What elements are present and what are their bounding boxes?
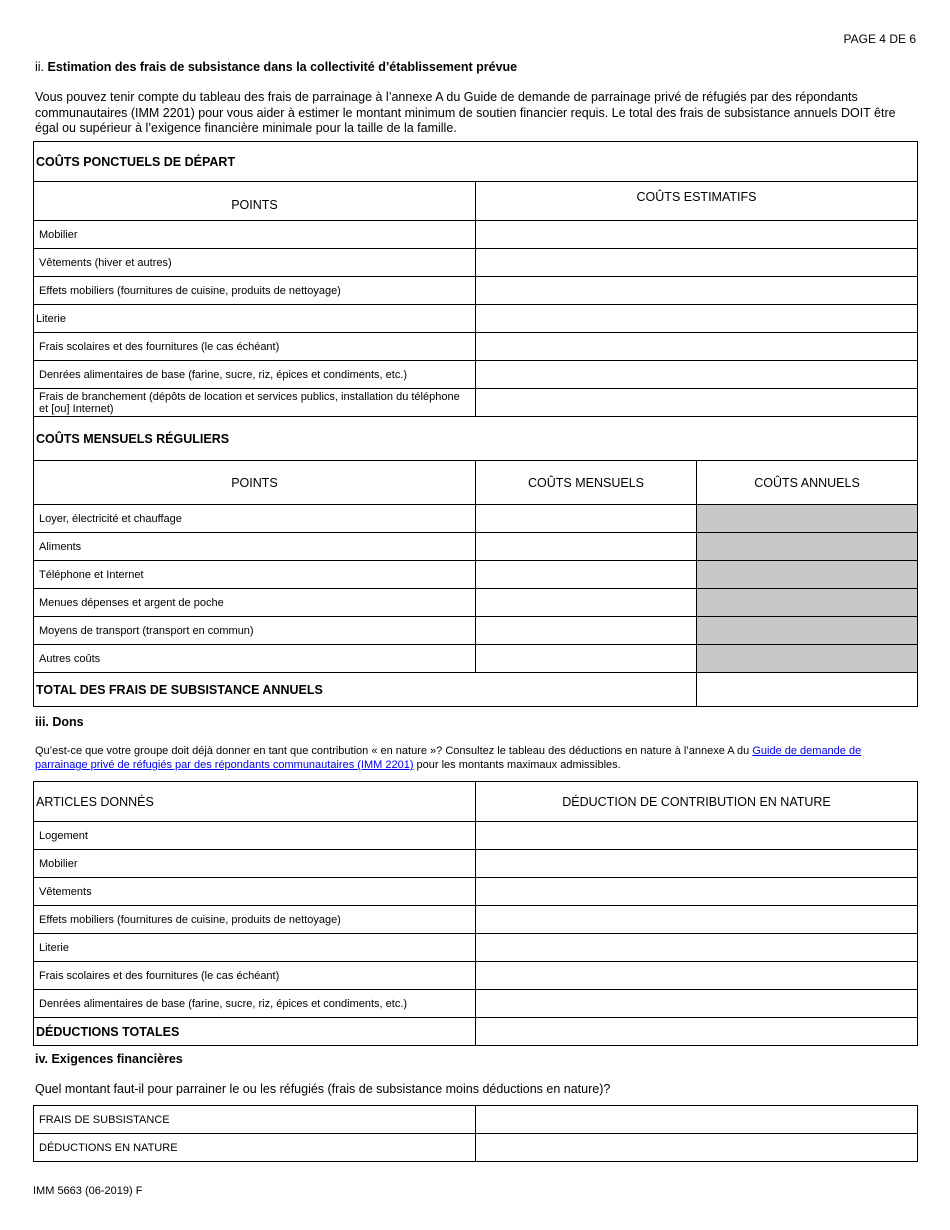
startup-cost-input[interactable]	[476, 221, 918, 249]
monthly-col-annual: COÛTS ANNUELS	[697, 461, 918, 505]
monthly-row-label: Téléphone et Internet	[34, 561, 476, 589]
startup-col-costs: COÛTS ESTIMATIFS	[476, 182, 918, 221]
annual-total-label: TOTAL DES FRAIS DE SUBSISTANCE ANNUELS	[34, 673, 697, 707]
monthly-cost-input[interactable]	[476, 505, 697, 533]
in-kind-deductions-input[interactable]	[476, 1134, 918, 1162]
donation-row-label: Logement	[34, 822, 476, 850]
monthly-col-items: POINTS	[34, 461, 476, 505]
donation-row-label: Mobilier	[34, 850, 476, 878]
startup-cost-input[interactable]	[476, 249, 918, 277]
startup-row-label: Denrées alimentaires de base (farine, sucre, riz, épices et condiments, etc.)	[34, 361, 476, 389]
section-iii-title: iii. Dons	[35, 715, 84, 729]
startup-cost-input[interactable]	[476, 277, 918, 305]
monthly-cost-input[interactable]	[476, 645, 697, 673]
monthly-heading: COÛTS MENSUELS RÉGULIERS	[34, 417, 918, 461]
monthly-row-label: Menues dépenses et argent de poche	[34, 589, 476, 617]
imm-2201-guide-link[interactable]: Guide de demande de parrainage privé de réfugiés par des répondants communautaires (IMM 2201)	[35, 745, 862, 771]
annual-cost-disabled	[697, 533, 918, 561]
living-costs-input[interactable]	[476, 1106, 918, 1134]
monthly-row-label: Moyens de transport (transport en commun)	[34, 617, 476, 645]
deductions-total-label: DÉDUCTIONS TOTALES	[34, 1018, 476, 1046]
section-ii-intro: Vous pouvez tenir compte du tableau des frais de parrainage à l’annexe A du Guide de demande de parrainage privé de réfugiés par des répondants communautaires (IMM 2201) pour vous aider à estimer le montant minimum de soutien financier requis. Le total des frais de subsistance annuels DOIT être égal ou supérieur à l’exigence financière minimale pour la taille de la famille.	[35, 90, 896, 135]
donation-row-label: Vêtements	[34, 878, 476, 906]
startup-cost-input[interactable]	[476, 305, 918, 333]
section-ii-title	[35, 60, 517, 74]
monthly-cost-input[interactable]	[476, 617, 697, 645]
monthly-cost-input[interactable]	[476, 561, 697, 589]
form-footer-code: IMM 5663 (06-2019) F	[33, 1185, 143, 1197]
donation-deduction-input[interactable]	[476, 962, 918, 990]
startup-row-label: Mobilier	[34, 221, 476, 249]
in-kind-deductions-label: DÉDUCTIONS EN NATURE	[34, 1134, 476, 1162]
annual-cost-disabled	[697, 561, 918, 589]
donation-deduction-input[interactable]	[476, 934, 918, 962]
section-iv-title: iv. Exigences financières	[35, 1052, 183, 1066]
startup-heading: COÛTS PONCTUELS DE DÉPART	[34, 142, 918, 182]
deductions-total-input[interactable]	[476, 1018, 918, 1046]
annual-cost-disabled	[697, 505, 918, 533]
annual-cost-disabled	[697, 589, 918, 617]
donation-deduction-input[interactable]	[476, 906, 918, 934]
annual-cost-disabled	[697, 645, 918, 673]
financial-requirements-table	[33, 1105, 918, 1162]
startup-cost-input[interactable]	[476, 333, 918, 361]
donations-col-items: ARTICLES DONNÉS	[34, 782, 476, 822]
donation-row-label: Frais scolaires et des fournitures (le cas échéant)	[34, 962, 476, 990]
donation-row-label: Denrées alimentaires de base (farine, sucre, riz, épices et condiments, etc.)	[34, 990, 476, 1018]
donation-deduction-input[interactable]	[476, 822, 918, 850]
donations-table	[33, 781, 918, 1046]
startup-row-label: Frais scolaires et des fournitures (le cas échéant)	[34, 333, 476, 361]
monthly-row-label: Aliments	[34, 533, 476, 561]
startup-row-label: Effets mobiliers (fournitures de cuisine, produits de nettoyage)	[34, 277, 476, 305]
donation-row-label: Literie	[34, 934, 476, 962]
annual-total-input[interactable]	[697, 673, 918, 707]
section-ii-number: ii.	[35, 60, 45, 74]
section-ii-heading: Estimation des frais de subsistance dans la collectivité d’établissement prévue	[47, 60, 518, 74]
donation-deduction-input[interactable]	[476, 850, 918, 878]
monthly-cost-input[interactable]	[476, 589, 697, 617]
monthly-row-label: Loyer, électricité et chauffage	[34, 505, 476, 533]
startup-cost-input[interactable]	[476, 389, 918, 417]
section-iv-question: Quel montant faut-il pour parrainer le ou les réfugiés (frais de subsistance moins déductions en nature)?	[35, 1082, 611, 1096]
monthly-col-monthly: COÛTS MENSUELS	[476, 461, 697, 505]
startup-cost-input[interactable]	[476, 361, 918, 389]
donation-deduction-input[interactable]	[476, 878, 918, 906]
section-iii-text	[35, 744, 915, 772]
startup-row-label: Vêtements (hiver et autres)	[34, 249, 476, 277]
startup-col-items: POINTS	[34, 182, 476, 221]
page-number: PAGE 4 DE 6	[843, 32, 916, 46]
monthly-row-label: Autres coûts	[34, 645, 476, 673]
startup-row-label: Frais de branchement (dépôts de location et services publics, installation du téléphone et [ou] Internet)	[34, 389, 476, 417]
monthly-cost-input[interactable]	[476, 533, 697, 561]
section-iii-text-before: Qu’est-ce que votre groupe doit déjà donner en tant que contribution « en nature »? Consultez le tableau des déductions en nature à l’annexe A du	[35, 745, 753, 757]
donations-col-deduction: DÉDUCTION DE CONTRIBUTION EN NATURE	[476, 782, 918, 822]
donation-row-label: Effets mobiliers (fournitures de cuisine, produits de nettoyage)	[34, 906, 476, 934]
startup-row-label: Literie	[34, 305, 476, 333]
annual-cost-disabled	[697, 617, 918, 645]
living-costs-label: FRAIS DE SUBSISTANCE	[34, 1106, 476, 1134]
donation-deduction-input[interactable]	[476, 990, 918, 1018]
section-iii-text-after: pour les montants maximaux admissibles.	[413, 759, 621, 771]
living-costs-table	[33, 141, 918, 707]
